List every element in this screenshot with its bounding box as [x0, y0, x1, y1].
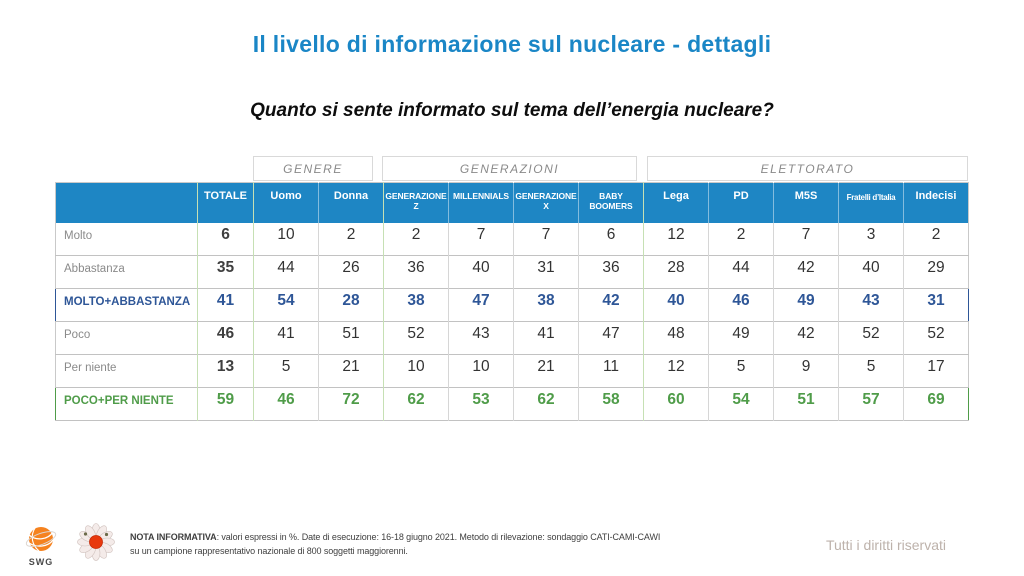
cell: 28 [644, 256, 709, 289]
cell: 40 [839, 256, 904, 289]
cell: 7 [449, 223, 514, 256]
col-header-pd: PD [709, 183, 774, 223]
table-row-poco-per-niente-subtotal [56, 388, 969, 421]
col-header-baby-boomers [579, 183, 644, 223]
data-table [55, 182, 969, 421]
cell: 7 [774, 223, 839, 256]
cell: 52 [927, 325, 945, 342]
cell: 12 [644, 223, 709, 256]
table-row-per-niente [56, 355, 969, 388]
cell: 57 [839, 388, 904, 421]
cell: 62 [384, 388, 449, 421]
cell: 60 [644, 388, 709, 421]
cell: 2 [931, 225, 941, 243]
cell: 69 [927, 391, 945, 408]
cell: 54 [254, 289, 319, 322]
cell: 21 [514, 355, 579, 388]
cell: 12 [644, 355, 709, 388]
cell: 13 [198, 355, 254, 388]
cell: 38 [384, 289, 449, 322]
survey-question: Quanto si sente informato sul tema dell’energia nucleare? [250, 100, 774, 121]
col-header-fratelli-italia: Fratelli d’Italia [839, 183, 904, 223]
flower-icon [76, 522, 116, 562]
cell: 36 [579, 256, 644, 289]
nota-informativa [130, 531, 730, 558]
cell: 2 [709, 223, 774, 256]
cell: 62 [514, 388, 579, 421]
cell: 6 [579, 223, 644, 256]
cell: 31 [927, 292, 945, 309]
cell: 21 [319, 355, 384, 388]
cell: 46 [709, 289, 774, 322]
cell: 38 [514, 289, 579, 322]
cell: 41 [514, 322, 579, 355]
row-label: Poco [56, 322, 198, 355]
table-row-molto [56, 223, 969, 256]
cell: 47 [449, 289, 514, 322]
cell: 46 [254, 388, 319, 421]
cell: 35 [198, 256, 254, 289]
cell: 51 [319, 322, 384, 355]
cell: 10 [254, 223, 319, 256]
cell: 36 [384, 256, 449, 289]
table-row-molto-abbastanza-subtotal [56, 289, 969, 322]
cell: 43 [449, 322, 514, 355]
col-header-totale: TOTALE [198, 183, 254, 223]
cell: 44 [709, 256, 774, 289]
cell: 42 [579, 289, 644, 322]
cell: 17 [927, 358, 945, 375]
cell: 49 [774, 289, 839, 322]
cell: 5 [839, 355, 904, 388]
results-table [55, 156, 968, 421]
col-header-generazione-z: GENERAZIONE Z [384, 183, 449, 223]
cell: 26 [319, 256, 384, 289]
cell: 42 [774, 322, 839, 355]
cell: 42 [774, 256, 839, 289]
cell: 51 [774, 388, 839, 421]
table-header-row [56, 183, 969, 223]
cell: 5 [709, 355, 774, 388]
cell: 7 [514, 223, 579, 256]
cell: 58 [579, 388, 644, 421]
flower-logo [76, 522, 116, 567]
cell: 10 [449, 355, 514, 388]
cell: 59 [198, 388, 254, 421]
swg-globe-icon [24, 526, 58, 554]
rights-reserved-text: Tutti i diritti riservati [825, 537, 946, 553]
cell: 29 [927, 259, 945, 276]
cell: 72 [319, 388, 384, 421]
col-header-uomo: Uomo [254, 183, 319, 223]
group-header-genere: GENERE [253, 156, 373, 181]
row-label: Abbastanza [56, 256, 198, 289]
col-header-donna: Donna [319, 183, 384, 223]
page-title: Il livello di informazione sul nucleare - dettagli [252, 31, 772, 57]
cell: 2 [384, 223, 449, 256]
table-row-poco [56, 322, 969, 355]
row-label: POCO+PER NIENTE [56, 388, 198, 421]
cell: 3 [839, 223, 904, 256]
col-header-lega: Lega [644, 183, 709, 223]
cell: 40 [644, 289, 709, 322]
cell: 43 [839, 289, 904, 322]
table-row-abbastanza [56, 256, 969, 289]
cell: 10 [384, 355, 449, 388]
group-spacer [55, 156, 253, 181]
row-label: MOLTO+ABBASTANZA [56, 289, 198, 322]
cell: 2 [319, 223, 384, 256]
group-header-generazioni: GENERAZIONI [382, 156, 637, 181]
cell: 47 [579, 322, 644, 355]
col-header-millennials: MILLENNIALS [449, 183, 514, 223]
cell: 48 [644, 322, 709, 355]
column-group-header-row [55, 156, 968, 181]
nota-line-2: su un campione rappresentativo nazionale di 800 soggetti maggiorenni. [130, 545, 408, 556]
cell: 6 [198, 223, 254, 256]
col-header-baby-boomers-label: BABY BOOMERS [589, 191, 633, 211]
cell: 52 [384, 322, 449, 355]
cell: 28 [319, 289, 384, 322]
cell: 41 [198, 289, 254, 322]
corner-cell [56, 183, 198, 223]
col-header-m5s: M5S [774, 183, 839, 223]
cell: 5 [254, 355, 319, 388]
cell: 31 [514, 256, 579, 289]
cell: 44 [254, 256, 319, 289]
cell: 49 [709, 322, 774, 355]
cell: 53 [449, 388, 514, 421]
col-header-generazione-x: GENERAZIONE X [514, 183, 579, 223]
col-header-indecisi: Indecisi [904, 183, 969, 223]
row-label: Per niente [56, 355, 198, 388]
row-label: Molto [56, 223, 198, 256]
swg-logo-label: SWG [28, 557, 54, 567]
cell: 54 [709, 388, 774, 421]
cell: 9 [774, 355, 839, 388]
nota-line-1 [130, 531, 730, 545]
swg-logo [22, 526, 60, 567]
nota-rest: : valori espressi in %. Date di esecuzione: 16-18 giugno 2021. Metodo di rilevazione: sondaggio CATI-CAMI-CAWI [216, 532, 661, 542]
cell: 52 [839, 322, 904, 355]
cell: 46 [198, 322, 254, 355]
cell: 11 [579, 355, 644, 388]
cell: 41 [254, 322, 319, 355]
group-header-elettorato: ELETTORATO [647, 156, 968, 181]
cell: 40 [449, 256, 514, 289]
nota-bold-prefix: NOTA INFORMATIVA [130, 532, 217, 542]
